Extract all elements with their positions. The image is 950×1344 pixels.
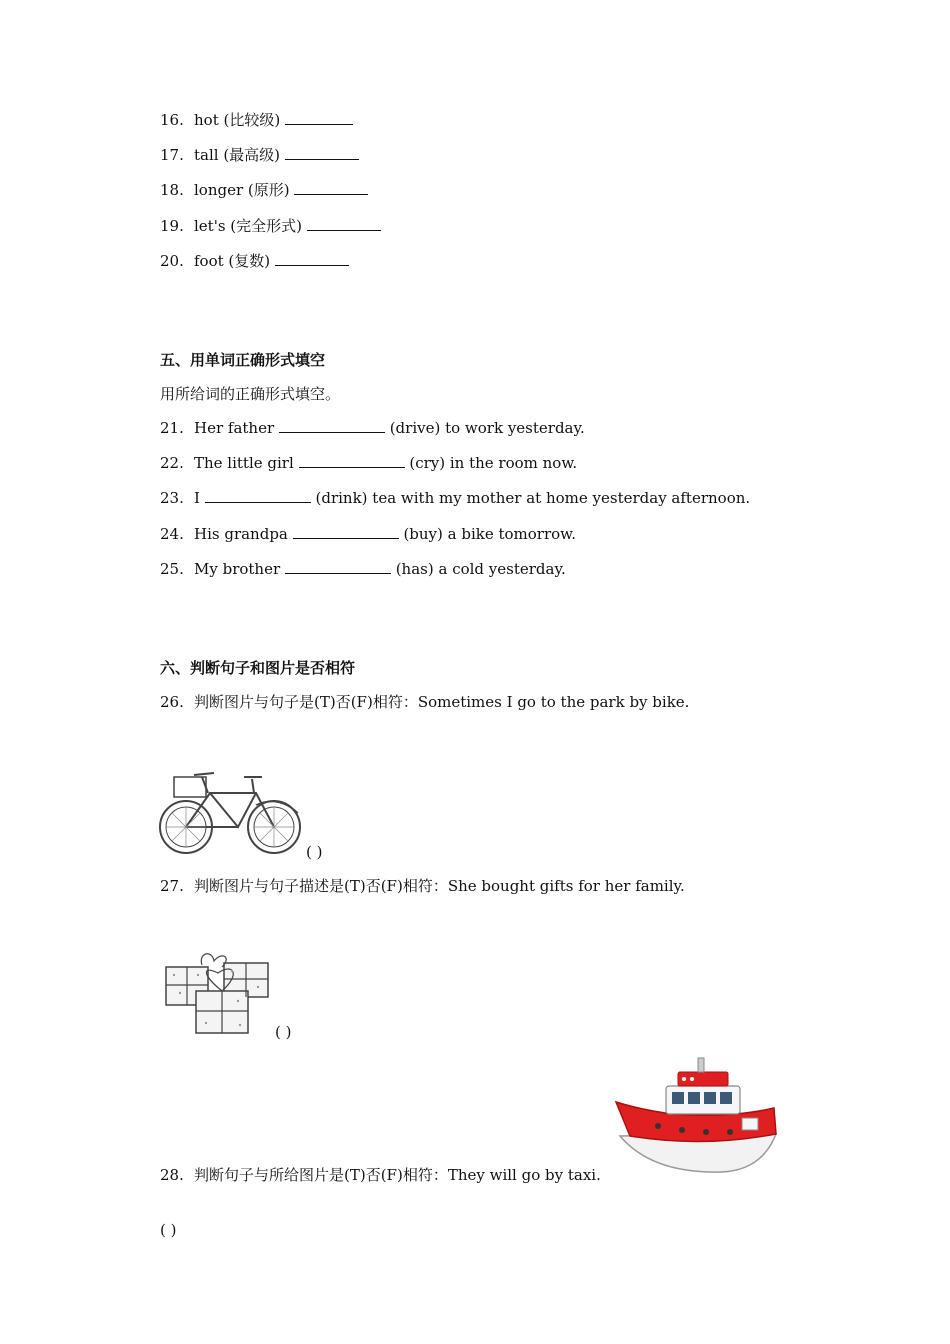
question-25: 25. My brother (has) a cold yesterday. — [160, 560, 566, 578]
answer-blank[interactable] — [275, 251, 349, 266]
question-27: 27. 判断图片与句子描述是(T)否(F)相符：She bought gifts for her family. — [160, 877, 685, 895]
gift-boxes-icon — [162, 945, 274, 1037]
boat-icon — [612, 1052, 780, 1180]
question-22: 22. The little girl (cry) in the room now. — [160, 454, 578, 472]
answer-blank[interactable] — [294, 180, 368, 195]
question-26: 26. 判断图片与句子是(T)否(F)相符：Sometimes I go to the park by bike. — [160, 693, 690, 711]
answer-paren[interactable]: ( ) — [275, 1023, 292, 1041]
section-5-instruction: 用所给词的正确形式填空。 — [160, 385, 341, 403]
question-24: 24. His grandpa (buy) a bike tomorrow. — [160, 525, 577, 543]
answer-blank[interactable] — [285, 559, 391, 574]
question-20: 20. foot (复数) — [160, 251, 349, 271]
section-5-title: 五、用单词正确形式填空 — [160, 351, 326, 369]
question-21: 21. Her father (drive) to work yesterday. — [160, 419, 585, 437]
answer-blank[interactable] — [279, 418, 385, 433]
answer-blank[interactable] — [293, 524, 399, 539]
question-16: 16. hot (比较级) — [160, 110, 353, 130]
question-23: 23. I (drink) tea with my mother at home yesterday afternoon. — [160, 489, 751, 507]
bicycle-icon — [158, 765, 304, 857]
answer-blank[interactable] — [299, 453, 405, 468]
answer-blank[interactable] — [285, 145, 359, 160]
question-19: 19. let's (完全形式) — [160, 216, 381, 236]
answer-blank[interactable] — [205, 488, 311, 503]
answer-blank[interactable] — [285, 110, 353, 125]
answer-paren[interactable]: ( ) — [160, 1221, 177, 1239]
answer-blank[interactable] — [307, 216, 381, 231]
question-28: 28. 判断句子与所给图片是(T)否(F)相符：They will go by taxi. — [160, 1166, 601, 1184]
question-17: 17. tall (最高级) — [160, 145, 359, 165]
question-18: 18. longer (原形) — [160, 180, 368, 200]
answer-paren[interactable]: ( ) — [306, 843, 323, 861]
section-6-title: 六、判断句子和图片是否相符 — [160, 659, 356, 677]
